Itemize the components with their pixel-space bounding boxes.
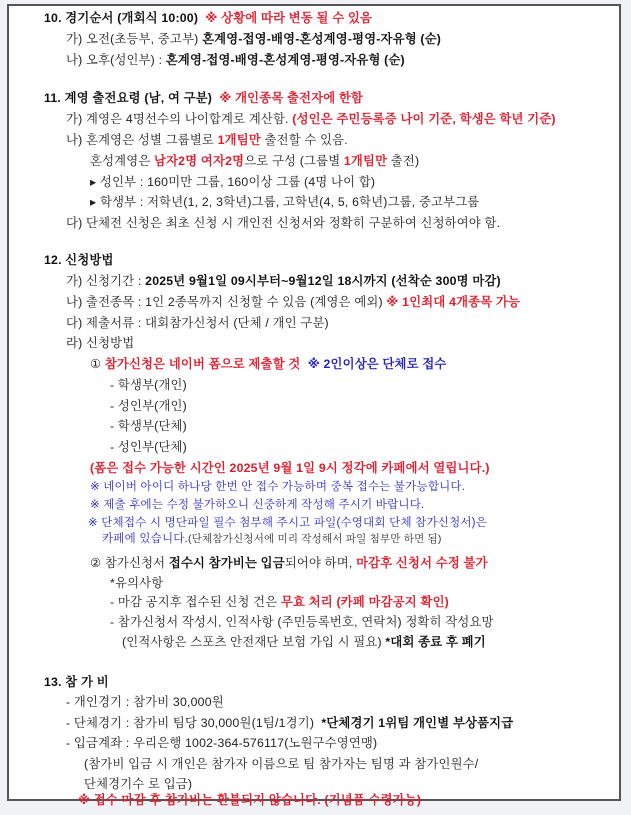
text-segment: 10. 경기순서 (개회식 10:00) <box>44 11 206 25</box>
notice-line <box>90 496 424 513</box>
text-segment: 혼계영-접영-배영-혼성계영-평영-자유형 (순) <box>202 32 442 46</box>
document-page <box>7 4 621 807</box>
list-item <box>110 398 187 414</box>
text-segment: 되어야 하며, <box>284 556 357 570</box>
text-segment: ※ 접수 마감 후 참가비는 환불되지 않습니다. (기념품 수령가능) <box>78 793 422 807</box>
text-segment: - 입금계좌 : 우리은행 1002-364-576117(노원구수영연맹) <box>66 736 378 750</box>
text-segment: 혼계영-접영-배영-혼성계영-평영-자유형 (순) <box>165 53 405 67</box>
text-segment: ▸ 학생부 : 저학년(1, 2, 3학년)그룹, 고학년(4, 5, 6학년)그룹, 중고부그룹 <box>90 195 480 209</box>
list-item <box>110 614 494 630</box>
list-item <box>90 153 419 169</box>
text-segment: 나) 혼계영은 성별 그룹별로 <box>66 133 218 147</box>
text-segment: 가) 신청기간 : <box>66 274 146 288</box>
text-segment: (인적사항은 스포츠 안전재단 보험 가입 시 필요) <box>122 635 386 649</box>
list-item <box>66 715 513 731</box>
list-item <box>66 315 329 331</box>
text-segment: 라) 신청방법 <box>66 336 135 350</box>
text-segment: ▸ 성인부 : 160미만 그룹, 160이상 그룹 (4명 나이 합) <box>90 175 376 189</box>
text-segment: 1개팀만 <box>343 154 388 168</box>
list-item <box>110 377 187 393</box>
section-11-heading <box>44 90 363 106</box>
section-13-heading <box>44 674 109 690</box>
text-segment: 다) 제출서류 : 대회참가신청서 (단체 / 개인 구분) <box>66 316 329 330</box>
list-item <box>66 111 556 127</box>
text-segment: - 성인부(개인) <box>110 399 187 413</box>
text-segment: ① <box>90 357 105 371</box>
text-segment: (참가비 입금 시 개인은 참가자 이름으로 팀 참가자는 팀명 과 참가인원수/ <box>84 757 479 771</box>
list-item <box>110 594 449 610</box>
refund-notice <box>78 792 421 808</box>
text-segment: - 참가신청서 작성시, 인적사항 (주민등록번호, 연락처) 정확히 작성요망 <box>110 615 494 629</box>
text-segment: ※ 1인최대 4개종목 가능 <box>386 295 521 309</box>
list-item <box>122 634 486 650</box>
list-item <box>66 273 501 289</box>
list-item <box>90 356 447 372</box>
text-segment: ※ 네이버 아이디 하나당 한번 안 접수 가능하며 중복 접수는 불가능합니다. <box>90 481 466 493</box>
list-item <box>66 735 377 751</box>
text-segment: *유의사항 <box>110 576 164 590</box>
text-segment: 12. 신청방법 <box>44 253 114 267</box>
text-segment: 무효 처리 (카페 마감공지 확인) <box>280 595 449 609</box>
list-item <box>66 52 405 68</box>
text-segment: (성인은 주민등록증 나이 기준, 학생은 학년 기준) <box>292 112 556 126</box>
text-segment: - 단체경기 : 참가비 팀당 30,000원(1팀/1경기) <box>66 716 322 730</box>
list-item <box>84 776 192 792</box>
section-10-heading <box>44 10 372 26</box>
notice-line <box>88 514 487 531</box>
list-item <box>110 439 187 455</box>
text-segment: 출전) <box>387 154 420 168</box>
text-segment: 단체경기수 로 입금) <box>84 777 193 791</box>
text-segment: 나) 출전종목 : 1인 2종목까지 신청할 수 있음 (계영은 예외) <box>66 295 387 309</box>
text-segment: 으로 구성 (그룹별 <box>244 154 344 168</box>
text-segment: 출전할 수 있음. <box>260 133 348 147</box>
text-segment: ※ 제출 후에는 수정 불가하오니 신중하게 작성해 주시기 바랍니다. <box>90 499 425 511</box>
text-segment: ※ 상황에 따라 변동 될 수 있음 <box>205 11 373 25</box>
text-segment: 가) 계영은 4명선수의 나이합계로 계산함. <box>66 112 293 126</box>
text-segment: ※ 단체접수 시 명단파일 필수 첨부해 주시고 파일(수영대회 단체 참가신청서)은 <box>88 517 488 529</box>
list-item <box>84 756 478 772</box>
text-segment: ※ 개인종목 출전자에 한함 <box>219 91 364 105</box>
text-segment: 카페에 있습니다. <box>102 533 188 545</box>
list-item <box>66 294 520 310</box>
list-item <box>90 174 375 190</box>
section-12-heading <box>44 252 114 268</box>
text-segment: - 학생부(단체) <box>110 419 187 433</box>
text-segment: 1개팀만 <box>217 133 261 147</box>
list-item <box>110 575 163 591</box>
text-segment: 마감후 신청서 수정 불가 <box>356 556 488 570</box>
list-item <box>110 418 187 434</box>
text-segment: 11. 계영 출전요령 (남, 여 구분) <box>44 91 220 105</box>
text-segment: (단체참가신청서에 미리 작성해서 파일 첨부만 하면 됨) <box>187 533 442 545</box>
text-segment: - 마감 공지후 접수된 신청 건은 <box>110 595 281 609</box>
text-segment: (폼은 접수 가능한 시간인 2025년 9월 1일 9시 정각에 카페에서 열립니다.) <box>90 461 490 475</box>
text-segment: 2025년 9월1일 09시부터~9월12일 18시까지 (선착순 300명 마감) <box>145 274 501 288</box>
list-item <box>66 335 134 351</box>
text-segment: - 성인부(단체) <box>110 440 187 454</box>
text-segment: 접수시 참가비는 입금 <box>168 556 285 570</box>
list-item <box>66 132 348 148</box>
text-segment: - 개인경기 : 참가비 30,000원 <box>66 695 224 709</box>
list-item <box>90 194 479 210</box>
list-item <box>66 31 441 47</box>
text-segment: 나) 오후(성인부) : <box>66 53 166 67</box>
text-segment: 혼성계영은 <box>90 154 155 168</box>
notice-line <box>90 460 490 476</box>
text-segment: 가) 오전(초등부, 중고부) <box>66 32 203 46</box>
notice-line <box>102 530 442 547</box>
text-segment: 13. 참 가 비 <box>44 675 109 689</box>
list-item <box>90 555 488 571</box>
list-item <box>66 694 224 710</box>
text-segment: *대회 종료 후 폐기 <box>385 635 486 649</box>
text-segment: 다) 단체전 신청은 최초 신청 시 개인전 신청서와 정확히 구분하여 신청하여야 함. <box>66 216 501 230</box>
text-segment: 남자2명 여자2명 <box>154 154 245 168</box>
text-segment: - 학생부(개인) <box>110 378 187 392</box>
list-item <box>66 215 500 231</box>
notice-line <box>90 478 465 495</box>
text-segment: ② 참가신청서 <box>90 556 169 570</box>
text-segment: *단체경기 1위팀 개인별 부상품지급 <box>321 716 514 730</box>
text-segment: ※ 2인이상은 단체로 접수 <box>300 357 447 371</box>
text-segment: 참가신청은 네이버 폼으로 제출할 것 <box>104 357 301 371</box>
